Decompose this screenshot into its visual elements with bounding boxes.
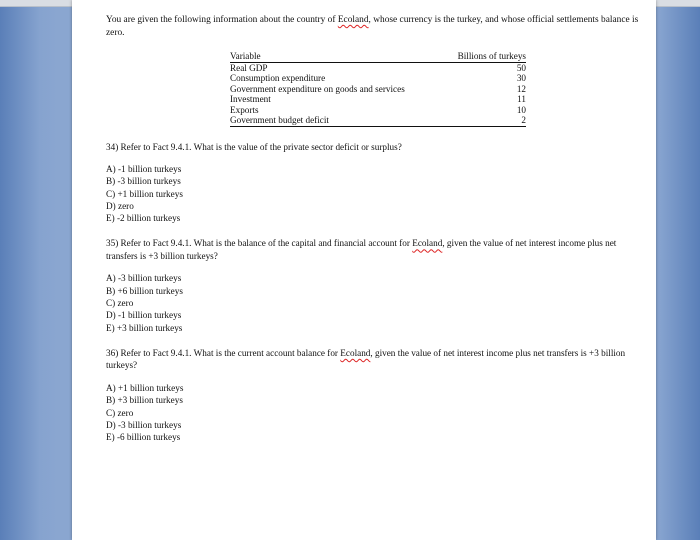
facts-row (230, 84, 526, 95)
facts-row (230, 94, 526, 105)
facts-header-variable: Variable (230, 51, 443, 62)
facts-row-value: 2 (443, 115, 526, 126)
facts-row-value: 12 (516, 83, 526, 94)
facts-row-value: 11 (517, 94, 526, 104)
document-content (106, 14, 646, 443)
facts-row (230, 115, 526, 126)
question-34-options (106, 163, 646, 224)
country-name: Ecoland (340, 347, 371, 358)
facts-row-label: Government expenditure on goods and services (230, 83, 405, 94)
answer-option: E) -6 billion turkeys (106, 432, 181, 443)
answer-option: D) -1 billion turkeys (106, 310, 182, 321)
question-35-options (106, 272, 646, 333)
answer-option: C) +1 billion turkeys (106, 188, 183, 199)
intro-text-part1: You are given the following information about the country of (106, 15, 338, 25)
answer-option: D) -3 billion turkeys (106, 419, 182, 430)
answer-option: E) +3 billion turkeys (106, 322, 183, 333)
answer-option: C) zero (106, 298, 134, 309)
question-36 (106, 347, 646, 372)
answer-option: D) zero (106, 200, 134, 211)
intro-text-part2: , whose currency is the turkey, and whose official settlements balance is zero. (106, 15, 639, 38)
question-34: 34) Refer to Fact 9.4.1. What is the value of the private sector deficit or surplus? (106, 141, 402, 152)
facts-row-label: Government budget deficit (230, 115, 443, 126)
answer-option: C) zero (106, 407, 134, 418)
facts-header-value: Billions of turkeys (443, 51, 526, 62)
question-35-part1: 35) Refer to Fact 9.4.1. What is the balance of the capital and financial account for (106, 238, 413, 249)
facts-row-label: Real GDP (230, 62, 268, 73)
facts-row (230, 105, 526, 116)
facts-row-label: Exports (230, 104, 259, 115)
answer-option: A) +1 billion turkeys (106, 382, 184, 393)
facts-row-label: Investment (230, 94, 271, 104)
answer-option: A) -3 billion turkeys (106, 273, 182, 284)
document-page (72, 0, 656, 540)
question-36-part1: 36) Refer to Fact 9.4.1. What is the current account balance for (106, 347, 341, 358)
answer-option: E) -2 billion turkeys (106, 213, 181, 224)
question-35-part2: , given the value of net interest income plus net transfers is +3 billion turkeys? (106, 238, 617, 261)
facts-row (230, 73, 526, 84)
question-35 (106, 237, 646, 262)
facts-row-value: 30 (516, 73, 526, 83)
answer-option: B) -3 billion turkeys (106, 176, 181, 187)
facts-row-label: Consumption expenditure (230, 73, 326, 83)
answer-option: B) +6 billion turkeys (106, 285, 183, 296)
facts-header-row (230, 51, 526, 62)
answer-option: A) -1 billion turkeys (106, 164, 182, 174)
question-36-options (106, 382, 646, 443)
question-36-part2: , given the value of net interest income plus net transfers is +3 billion turkeys? (106, 347, 626, 371)
intro-paragraph (106, 14, 646, 39)
country-name: Ecoland (412, 238, 443, 249)
facts-row (230, 62, 526, 73)
facts-row-value: 50 (516, 62, 526, 73)
answer-option: B) +3 billion turkeys (106, 395, 183, 406)
facts-row-value: 10 (516, 104, 526, 115)
facts-table (230, 51, 526, 127)
country-name: Ecoland (337, 15, 369, 25)
